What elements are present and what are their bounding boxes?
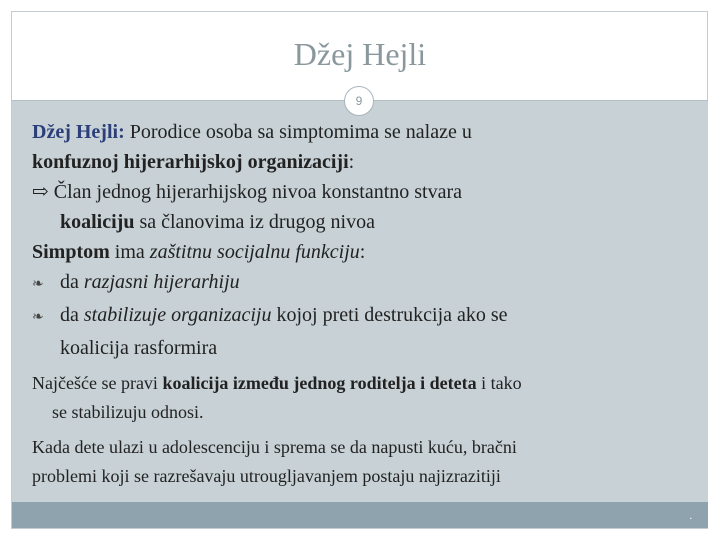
symptom-text: ima [109, 241, 150, 263]
symptom-colon: : [359, 241, 366, 263]
coalition-term: koaliciju [60, 211, 135, 233]
bullet-item-1 [32, 267, 692, 300]
coalition-line [32, 207, 692, 237]
coalition-paragraph-continuation: se stabilizuju odnosi. [52, 402, 204, 422]
leaf-bullet-icon: ❧ [32, 277, 44, 292]
hierarchy-line [32, 147, 692, 177]
member-line [32, 177, 692, 207]
slide-title: Džej Hejli [293, 36, 427, 72]
bullet-2-continuation: koalicija rasformira [60, 337, 218, 359]
coalition-text: sa članovima iz drugog nivoa [134, 211, 375, 233]
slide-body [32, 117, 692, 491]
bullet-2-italic: stabilizuje organizaciju [83, 304, 272, 326]
hierarchy-term: konfuznoj hijerarhijskoj organizaciji [32, 151, 349, 173]
coalition-paragraph-bold: koalicija između jednog roditelja i deteta [162, 373, 477, 393]
bullet-item-2 [32, 300, 692, 333]
coalition-paragraph-prefix: Najčešće se pravi [32, 373, 163, 393]
bullet-1-prefix: da [60, 271, 84, 293]
symptom-line [32, 237, 692, 267]
symptom-function: zaštitnu socijalnu funkciju [149, 241, 360, 263]
leaf-bullet-icon: ❧ [32, 310, 44, 325]
adolescence-paragraph-line-2: problemi koji se razrešavaju utrougljavanjem postaju najizrazitiji [32, 466, 501, 486]
symptom-term: Simptom [32, 241, 110, 263]
coalition-paragraph [32, 369, 692, 398]
intro-text: Porodice osoba sa simptomima se nalaze u [124, 121, 472, 143]
arrow-icon: ⇨ [32, 181, 49, 203]
bullet-2-text: kojoj preti destrukcija ako se [271, 304, 508, 326]
author-label: Džej Hejli: [32, 121, 125, 143]
intro-line [32, 117, 692, 147]
page-number-badge: 9 [344, 86, 374, 116]
member-text: Član jednog hijerarhijskog nivoa konstantno stvara [48, 181, 463, 203]
bullet-2-prefix: da [60, 304, 84, 326]
footer-mark: . [689, 511, 692, 522]
coalition-paragraph-tail: i tako [476, 373, 522, 393]
bullet-1-italic: razjasni hijerarhiju [83, 271, 240, 293]
hierarchy-colon: : [348, 151, 355, 173]
footer-bar [12, 502, 708, 528]
adolescence-paragraph-line-1: Kada dete ulazi u adolescenciju i sprema se da napusti kuću, bračni [32, 437, 517, 457]
